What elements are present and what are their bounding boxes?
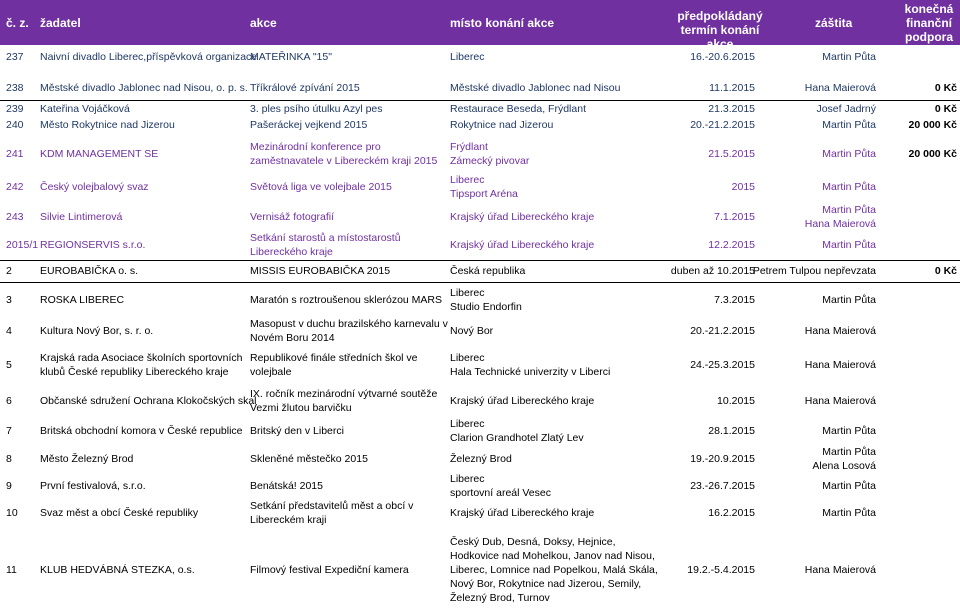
row-number [6, 203, 38, 231]
row-event [250, 417, 445, 445]
row-number-text: 240 [6, 119, 24, 131]
row-date-text: 2015 [731, 181, 755, 193]
row-event-text: Pašeráckej vejkend 2015 [250, 119, 368, 131]
row-applicant-text: KLUB HEDVÁBNÁ STEZKA, o.s. [40, 564, 195, 576]
row-patron-text: Hana Maierová [804, 82, 876, 94]
table-row [0, 261, 960, 281]
row-event [250, 231, 445, 259]
row-patron [726, 417, 876, 445]
row-number [6, 117, 38, 133]
text-line: Hana Maierová [804, 218, 876, 230]
row-patron [726, 530, 876, 610]
row-number-text: 6 [6, 395, 12, 407]
row-number-text: 237 [6, 51, 24, 63]
row-event-text: 3. ples psího útulku Azyl pes [250, 103, 383, 115]
row-number [6, 173, 38, 201]
row-place [450, 101, 665, 117]
row-number [6, 417, 38, 445]
row-place [450, 77, 665, 99]
header-number: č. z. [6, 16, 29, 30]
table-row [0, 101, 960, 117]
header-place: místo konání akce [450, 16, 555, 30]
row-applicant-text: Občanské sdružení Ochrana Klokočských skal [40, 395, 257, 407]
row-patron [726, 261, 876, 281]
row-patron [726, 499, 876, 527]
row-place [450, 203, 665, 231]
header-event: akce [250, 16, 277, 30]
header-date-line1: předpokládaný [677, 9, 763, 23]
text-line: Železný Brod, Turnov [450, 592, 550, 604]
row-patron-text: Hana Maierová [804, 359, 876, 371]
row-event [250, 530, 445, 610]
row-place-text: Rokytnice nad Jizerou [450, 119, 554, 131]
row-number-text: 7 [6, 425, 12, 437]
header-applicant: žadatel [40, 16, 81, 30]
text-line: Hala Technické univerzity v Liberci [450, 366, 611, 378]
row-date-text: 20.-21.2.2015 [690, 325, 755, 337]
text-line: Liberec [450, 352, 485, 364]
row-applicant-text: KDM MANAGEMENT SE [40, 148, 159, 160]
row-place-text [450, 417, 584, 445]
row-place [450, 47, 665, 67]
row-support [879, 417, 957, 445]
row-place [450, 385, 665, 417]
row-applicant-text: Kateřina Vojáčková [40, 103, 130, 115]
row-event [250, 47, 445, 67]
row-patron [726, 445, 876, 473]
text-line: Masopust v duchu brazilského karnevalu v [250, 318, 448, 330]
row-applicant [40, 117, 245, 133]
row-support [879, 203, 957, 231]
text-line: Martin Půta [822, 446, 876, 458]
text-line: Vezmi žlutou barvičku [250, 402, 352, 414]
row-support [879, 47, 957, 67]
row-support [879, 385, 957, 417]
text-line: Hodkovice nad Mohelkou, Janov nad Nisou, [450, 550, 655, 562]
row-number-text: 243 [6, 211, 24, 223]
header-support-line2: finanční [905, 16, 952, 30]
row-place-text: Krajský úřad Libereckého kraje [450, 507, 595, 519]
row-support [879, 347, 957, 383]
row-patron-text: Hana Maierová [804, 395, 876, 407]
row-place-text: Městské divadlo Jablonec nad Nisou [450, 82, 621, 94]
row-place [450, 315, 665, 347]
row-event [250, 173, 445, 201]
table-row [0, 445, 960, 473]
row-place-text [450, 535, 658, 605]
row-applicant-text [40, 351, 243, 379]
row-event [250, 473, 445, 499]
table-row [0, 347, 960, 383]
row-patron [726, 473, 876, 499]
row-applicant [40, 261, 245, 281]
row-event-text: MATEŘINKA "15" [250, 51, 332, 63]
row-number [6, 315, 38, 347]
row-patron-text: Martin Půta [822, 507, 876, 519]
row-number [6, 47, 38, 67]
row-date-text: 19.-20.9.2015 [690, 453, 755, 465]
row-place [450, 173, 665, 201]
row-place-text: Krajský úřad Libereckého kraje [450, 239, 595, 251]
text-line: zaměstnavatele v Libereckém kraji 2015 [250, 155, 438, 167]
row-applicant [40, 473, 245, 499]
row-date-text: 20.-21.2.2015 [690, 119, 755, 131]
table-row [0, 231, 960, 259]
row-event [250, 315, 448, 347]
header-support [900, 2, 958, 44]
row-date-text: 16.2.2015 [708, 507, 755, 519]
table-row [0, 135, 960, 173]
row-date-text: 12.2.2015 [708, 239, 755, 251]
row-number [6, 101, 38, 117]
row-date-text: 7.3.2015 [714, 294, 755, 306]
row-place-text: Restaurace Beseda, Frýdlant [450, 103, 586, 115]
row-place-text [450, 140, 529, 168]
row-patron-text: Martin Půta [822, 119, 876, 131]
row-event-text [250, 140, 437, 168]
table-row [0, 315, 960, 347]
row-number-text: 241 [6, 148, 24, 160]
row-date-text: 10.2015 [717, 395, 755, 407]
text-line: Clarion Grandhotel Zlatý Lev [450, 432, 584, 444]
table-row [0, 417, 960, 445]
row-number-text: 238 [6, 82, 24, 94]
row-event-text [250, 387, 437, 415]
row-applicant [40, 47, 258, 67]
row-support [879, 445, 957, 473]
row-place [450, 499, 665, 527]
row-applicant-text: Naivní divadlo Liberec,příspěvková organizace [40, 51, 258, 63]
text-line: klubů České republiky Libereckého kraje [40, 366, 229, 378]
row-event-text [250, 231, 401, 259]
row-applicant-text: Britská obchodní komora v České republice [40, 425, 243, 437]
header-support-line3: podpora [905, 30, 953, 44]
table-row [0, 499, 960, 527]
row-support [879, 117, 957, 133]
text-line: Alena Losová [812, 460, 876, 472]
row-patron-text: Martin Půta [822, 181, 876, 193]
row-patron-text: Petrem Tulpou nepřevzata [752, 265, 876, 277]
row-patron-text [812, 445, 876, 473]
row-applicant-text: EUROBABIČKA o. s. [40, 265, 139, 277]
row-applicant-text: Městské divadlo Jablonec nad Nisou, o. p. s. [40, 82, 248, 94]
row-patron-text: Hana Maierová [804, 325, 876, 337]
row-event [250, 499, 445, 527]
row-number-text: 8 [6, 453, 12, 465]
row-event [250, 203, 445, 231]
row-event-text: Filmový festival Expediční kamera [250, 564, 409, 576]
row-event-text: Benátská! 2015 [250, 480, 323, 492]
row-number [6, 473, 38, 499]
row-number [6, 261, 38, 281]
row-place [450, 135, 665, 173]
text-line: Libereckém kraji [250, 514, 327, 526]
row-applicant [40, 530, 245, 610]
row-applicant [40, 347, 245, 383]
row-place-text [450, 351, 610, 379]
row-event [250, 101, 445, 117]
row-number-text: 3 [6, 294, 12, 306]
header-support-line1: konečná [904, 2, 954, 16]
text-line: Zámecký pivovar [450, 155, 530, 167]
text-line: Republikové finále středních škol ve [250, 352, 418, 364]
row-support-text: 0 Kč [934, 265, 957, 277]
row-applicant [40, 231, 245, 259]
row-patron [726, 385, 876, 417]
row-event-text: Tříkrálové zpívání 2015 [250, 82, 360, 94]
table-row [0, 203, 960, 231]
header-date-line2: termín konání akce [680, 23, 760, 51]
row-place-text: Liberec [450, 51, 485, 63]
row-place [450, 445, 665, 473]
text-line: volejbale [250, 366, 292, 378]
row-place-text: Železný Brod [450, 453, 512, 465]
row-applicant [40, 77, 248, 99]
row-applicant-text: Svaz měst a obcí České republiky [40, 507, 199, 519]
table-row [0, 385, 960, 417]
row-date-text: 16.-20.6.2015 [690, 51, 755, 63]
row-number [6, 385, 38, 417]
row-applicant-text: Město Rokytnice nad Jizerou [40, 119, 175, 131]
text-line: Novém Boru 2014 [250, 332, 335, 344]
row-event-text: Vernisáž fotografií [250, 211, 335, 223]
row-date-text: 21.3.2015 [708, 103, 755, 115]
row-support-text: 20 000 Kč [908, 119, 957, 131]
text-line: Setkání starostů a místostarostů [250, 232, 401, 244]
row-applicant [40, 417, 245, 445]
text-line: Setkání představitelů měst a obcí v [250, 500, 414, 512]
row-patron [726, 315, 876, 347]
row-date-text: 24.-25.3.2015 [690, 359, 755, 371]
row-event [250, 261, 445, 281]
row-event [250, 445, 445, 473]
row-number [6, 231, 38, 259]
row-place [450, 117, 665, 133]
header-date [670, 9, 770, 51]
row-applicant [40, 315, 245, 347]
row-applicant-text: REGIONSERVIS s.r.o. [40, 239, 146, 251]
row-support [879, 530, 957, 610]
row-patron [726, 77, 876, 99]
row-number [6, 530, 38, 610]
row-event-text: Světová liga ve volejbale 2015 [250, 181, 392, 193]
row-date-text: 7.1.2015 [714, 211, 755, 223]
row-applicant [40, 135, 245, 173]
row-applicant-text: Český volejbalový svaz [40, 181, 149, 193]
row-applicant [40, 499, 245, 527]
row-place-text: Česká republika [450, 265, 526, 277]
row-number-text: 4 [6, 325, 12, 337]
row-event-text: Skleněné městečko 2015 [250, 453, 368, 465]
row-place [450, 530, 665, 610]
row-applicant-text: ROSKA LIBEREC [40, 294, 125, 306]
text-line: Studio Endorfin [450, 301, 522, 313]
row-event [250, 385, 445, 417]
row-support [879, 285, 957, 315]
row-patron [726, 203, 876, 231]
text-line: Mezinárodní konference pro [250, 141, 381, 153]
row-event [250, 77, 445, 99]
row-separator [0, 282, 960, 283]
table-row [0, 47, 960, 67]
text-line: Liberec [450, 473, 485, 485]
row-event-text: Britský den v Liberci [250, 425, 344, 437]
row-support [879, 261, 957, 281]
row-event [250, 347, 445, 383]
row-support [879, 315, 957, 347]
text-line: Libereckého kraje [250, 246, 333, 258]
row-event-text [250, 317, 448, 345]
row-support [879, 499, 957, 527]
text-line: Frýdlant [450, 141, 488, 153]
row-number-text: 239 [6, 103, 24, 115]
row-patron [726, 285, 876, 315]
table-row [0, 117, 960, 133]
row-patron [726, 231, 876, 259]
table-row [0, 173, 960, 201]
row-applicant [40, 173, 245, 201]
row-number-text: 10 [6, 507, 18, 519]
row-number-text: 2 [6, 265, 12, 277]
row-applicant-text: Kultura Nový Bor, s. r. o. [40, 325, 154, 337]
row-applicant [40, 285, 245, 315]
row-support [879, 77, 957, 99]
row-applicant [40, 385, 257, 417]
row-event [250, 117, 445, 133]
row-applicant [40, 445, 245, 473]
row-support-text: 20 000 Kč [908, 148, 957, 160]
row-patron [726, 47, 876, 67]
row-number-text: 5 [6, 359, 12, 371]
row-place-text [450, 472, 551, 500]
row-place [450, 473, 665, 499]
row-patron-text: Martin Půta [822, 480, 876, 492]
row-applicant [40, 203, 245, 231]
row-patron [726, 101, 876, 117]
row-date-text: 28.1.2015 [708, 425, 755, 437]
row-patron-text: Martin Půta [822, 239, 876, 251]
row-event [250, 135, 445, 173]
row-patron-text: Hana Maierová [804, 564, 876, 576]
table-row [0, 473, 960, 499]
text-line: Liberec, Lomnice nad Popelkou, Malá Skála, [450, 564, 658, 576]
row-place [450, 347, 665, 383]
row-patron [726, 347, 876, 383]
row-place-text [450, 173, 518, 201]
row-place-text: Nový Bor [450, 325, 494, 337]
row-place [450, 261, 665, 281]
row-patron [726, 117, 876, 133]
text-line: IX. ročník mezinárodní výtvarné soutěže [250, 388, 438, 400]
row-event-text: Maratón s roztroušenou sklerózou MARS [250, 294, 442, 306]
row-place [450, 231, 665, 259]
row-number-text: 11 [6, 564, 17, 576]
row-date-text: duben až 10.2015 [670, 265, 755, 277]
row-event-text [250, 351, 418, 379]
row-applicant-text: Silvie Lintimerová [40, 211, 123, 223]
row-number [6, 499, 38, 527]
row-number [6, 445, 38, 473]
row-applicant [40, 101, 245, 117]
row-number [6, 347, 38, 383]
row-support-text: 0 Kč [934, 103, 957, 115]
row-number-text: 2015/1 [6, 239, 39, 251]
table-row [0, 530, 960, 610]
row-patron-text: Josef Jadrný [816, 103, 876, 115]
row-date-text: 19.2.-5.4.2015 [687, 564, 755, 576]
row-event-text: MISSIS EUROBABIČKA 2015 [250, 265, 391, 277]
row-patron-text: Martin Půta [822, 294, 876, 306]
row-number [6, 135, 38, 173]
row-support [879, 473, 957, 499]
row-support-text: 0 Kč [934, 82, 957, 94]
row-date-text: 23.-26.7.2015 [690, 480, 755, 492]
row-patron [726, 173, 876, 201]
row-number [6, 285, 38, 315]
row-support [879, 173, 957, 201]
row-number-text: 9 [6, 480, 12, 492]
row-number-text: 242 [6, 181, 24, 193]
row-place-text: Krajský úřad Libereckého kraje [450, 211, 595, 223]
row-place-text [450, 286, 522, 314]
row-event [250, 285, 445, 315]
row-place [450, 417, 665, 445]
row-support [879, 101, 957, 117]
row-place [450, 285, 665, 315]
text-line: Liberec [450, 174, 485, 186]
table-row [0, 77, 960, 99]
row-date-text: 11.1.2015 [709, 82, 755, 94]
row-patron-text [805, 203, 876, 231]
row-applicant-text: Město Železný Brod [40, 453, 134, 465]
text-line: Martin Půta [822, 204, 876, 216]
text-line: Český Dub, Desná, Doksy, Hejnice, [450, 536, 616, 548]
text-line: Liberec [450, 418, 485, 430]
table-row [0, 285, 960, 315]
row-date-text: 21.5.2015 [708, 148, 755, 160]
row-number [6, 77, 38, 99]
row-applicant-text: První festivalová, s.r.o. [40, 480, 146, 492]
row-place-text: Krajský úřad Libereckého kraje [450, 395, 595, 407]
row-event-text [250, 499, 413, 527]
row-patron-text: Martin Půta [822, 51, 876, 63]
text-line: Liberec [450, 287, 485, 299]
table-header [0, 0, 960, 51]
text-line: Nový Bor, Rokytnice nad Jizerou, Semily, [450, 578, 642, 590]
text-line: sportovní areál Vesec [450, 487, 551, 499]
row-patron [726, 135, 876, 173]
row-support [879, 135, 957, 173]
header-patron: záštita [815, 16, 853, 30]
text-line: Krajská rada Asociace školních sportovních [40, 352, 243, 364]
row-support [879, 231, 957, 259]
row-patron-text: Martin Půta [822, 425, 876, 437]
row-patron-text: Martin Půta [822, 148, 876, 160]
text-line: Tipsport Aréna [450, 188, 518, 200]
